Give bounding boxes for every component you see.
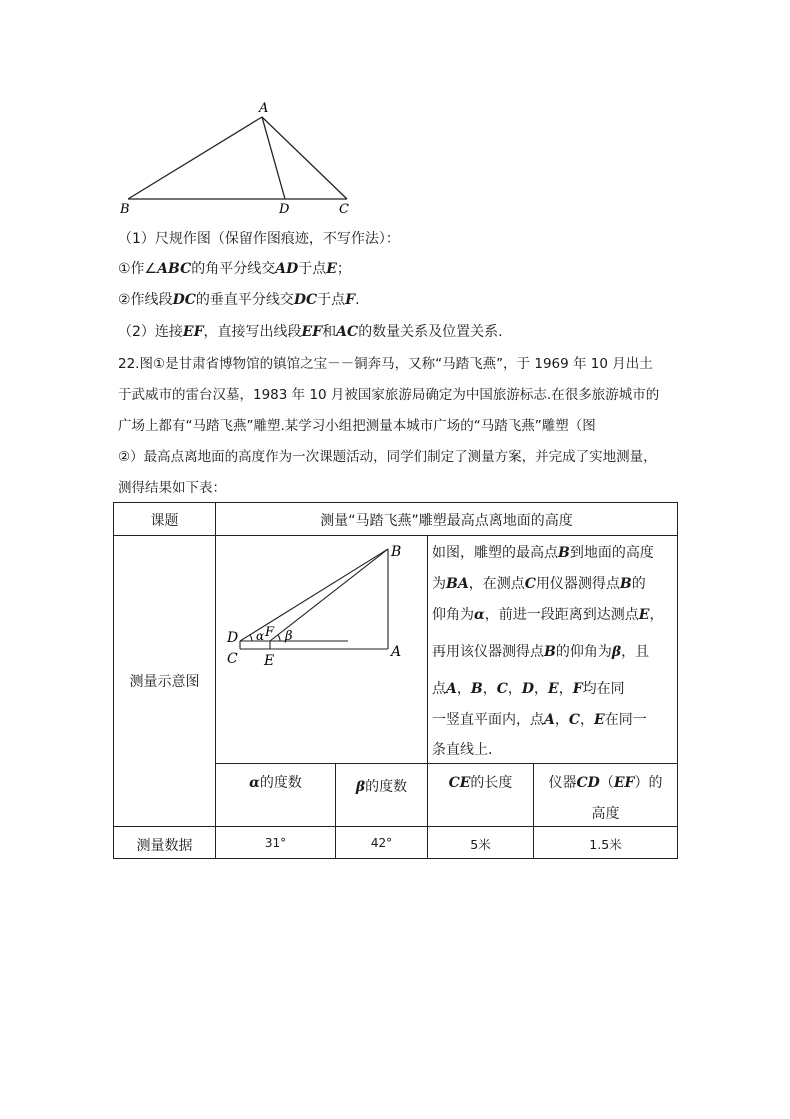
triangle-figure (110, 95, 370, 220)
q22-line4: ②）最高点离地面的高度作为一次课题活动，同学们制定了测量方案，并完成了实地测量， (118, 449, 657, 465)
desc-line-5: 点A，B，C，D，E，F均在同 (432, 681, 625, 697)
desc-line-1: 如图，雕塑的最高点B到地面的高度 (432, 545, 654, 561)
sight-line-db (240, 549, 388, 641)
desc-line-4: 再用该仪器测得点B的仰角为β，且 (432, 644, 650, 660)
value-beta: 42° (370, 836, 393, 850)
diagram-label-alpha: α (256, 629, 265, 643)
segment-ab (128, 117, 262, 199)
diagram-label-e: E (264, 653, 275, 666)
segment-ac (262, 117, 347, 199)
header-instrument: 仪器CD（EF）的 (548, 775, 663, 791)
beta-arc (278, 635, 280, 641)
alpha-arc (250, 635, 252, 641)
diagram-label-beta: β (285, 629, 293, 644)
part1-intro: （1）尺规作图（保留作图痕迹，不写作法）： (118, 231, 400, 247)
q22-line1: 22.图①是甘肃省博物馆的镇馆之宝－－铜奔马，又称“马踏飞燕”，于 1969 年 10 月出土 (118, 356, 653, 372)
header-alpha: α的度数 (249, 775, 302, 791)
label-d: D (279, 202, 290, 217)
diagram-label-b: B (391, 544, 402, 560)
header-beta: β的度数 (355, 779, 408, 795)
desc-line-2: 为BA，在测点C用仪器测得点B的 (432, 576, 646, 592)
sight-line-fb (270, 549, 388, 641)
diagram-label-f: F (265, 625, 275, 640)
q22-line3: 广场上都有“马踏飞燕”雕塑.某学习小组把测量本城市广场的“马踏飞燕”雕塑（图 (118, 418, 596, 434)
value-ce: 5米 (470, 837, 491, 852)
data-label: 测量数据 (136, 838, 193, 854)
table-col-divider (427, 535, 428, 859)
value-alpha: 31° (264, 836, 287, 850)
header-ce: CE的长度 (448, 775, 513, 791)
desc-line-7: 条直线上. (432, 742, 493, 758)
measurement-diagram (218, 536, 424, 666)
desc-line-6: 一竖直平面内，点A，C，E在同一 (432, 712, 647, 728)
table-row-divider (113, 826, 677, 827)
table-border-bottom (113, 858, 677, 859)
part1-step2: ②作线段DC的垂直平分线交DC于点F. (118, 292, 360, 308)
q22-line2: 于武威市的雷台汉墓，1983 年 10 月被国家旅游局确定为中国旅游标志.在很多旅游城市的 (118, 387, 660, 403)
part2-text: （2）连接EF，直接写出线段EF和AC的数量关系及位置关系. (118, 324, 503, 340)
table-border-right (677, 502, 678, 859)
label-b: B (120, 202, 130, 217)
diagram-label-a: A (391, 644, 402, 660)
table-col-divider (215, 502, 216, 859)
topic-value: 测量“马踏飞燕”雕塑最高点离地面的高度 (320, 513, 573, 529)
part1-step1: ①作∠ABC的角平分线交AD于点E； (118, 261, 351, 277)
header-instrument-line2: 高度 (591, 806, 620, 822)
diagram-label: 测量示意图 (129, 674, 200, 690)
segment-ad (262, 117, 285, 199)
value-cd: 1.5米 (589, 837, 622, 852)
desc-line-3: 仰角为α，前进一段距离到达测点E， (432, 607, 664, 623)
label-a: A (259, 101, 269, 116)
table-border-top (113, 502, 677, 503)
q22-line5: 测得结果如下表： (118, 480, 226, 496)
table-row-divider (215, 763, 677, 764)
diagram-label-d: D (227, 630, 239, 646)
diagram-label-c: C (227, 651, 238, 666)
label-c: C (339, 202, 349, 217)
topic-label: 课题 (150, 513, 179, 529)
